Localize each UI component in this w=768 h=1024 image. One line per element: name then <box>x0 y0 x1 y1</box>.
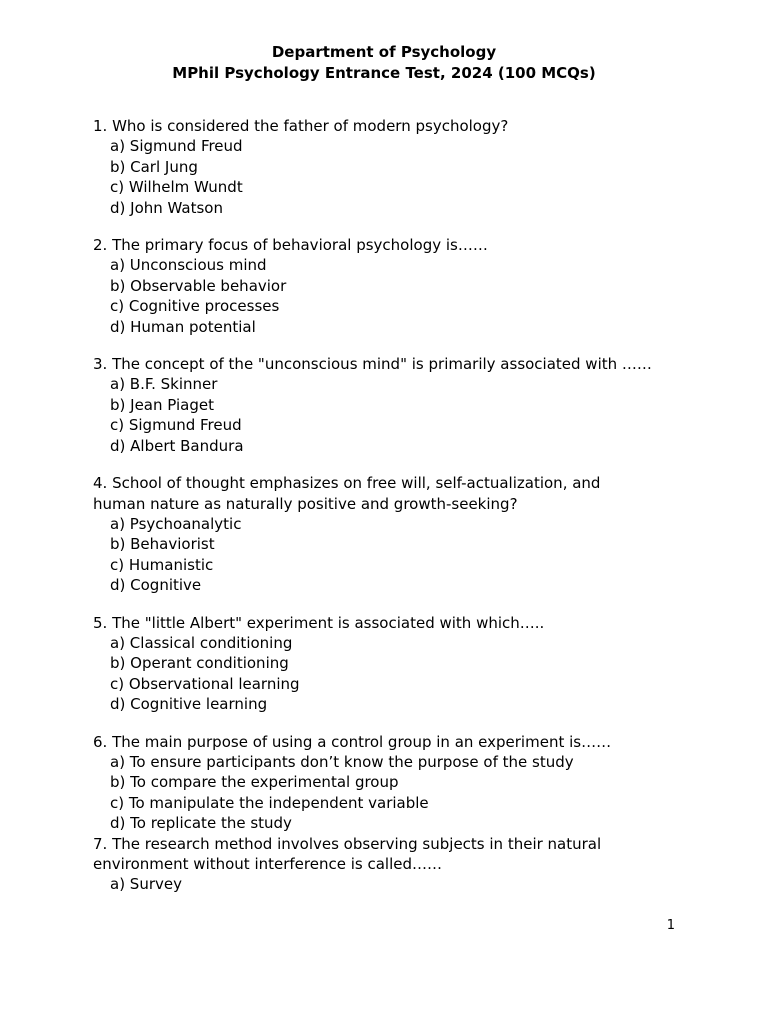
option-a: a) To ensure participants don’t know the purpose of the study <box>110 752 574 771</box>
question-text: 2. The primary focus of behavioral psychology is…… <box>93 236 488 255</box>
option-a: a) Survey <box>110 875 182 894</box>
question-7 <box>93 834 693 895</box>
option-a: a) Psychoanalytic <box>110 514 242 533</box>
option-a: a) Unconscious mind <box>110 256 267 275</box>
option-c: c) Humanistic <box>110 555 214 574</box>
option-b: b) To compare the experimental group <box>110 773 399 792</box>
option-d: d) Albert Bandura <box>110 436 244 455</box>
option-d: d) Cognitive learning <box>110 695 268 714</box>
option-d: d) Cognitive <box>110 576 202 595</box>
department-title: Department of Psychology <box>271 43 497 61</box>
question-text: 6. The main purpose of using a control group in an experiment is…… <box>93 732 612 751</box>
question-text: 3. The concept of the "unconscious mind" is primarily associated with …… <box>93 355 652 374</box>
option-c: c) Observational learning <box>110 674 300 693</box>
question-2 <box>93 235 693 337</box>
question-text: 7. The research method involves observing subjects in their natural environment without interference is called…… <box>93 834 602 873</box>
option-a: a) B.F. Skinner <box>110 375 218 394</box>
option-c: c) Wilhelm Wundt <box>110 178 243 197</box>
question-5 <box>93 613 693 715</box>
question-list <box>93 116 693 895</box>
option-c: c) To manipulate the independent variable <box>110 793 429 812</box>
question-6 <box>93 732 693 834</box>
question-text: 1. Who is considered the father of modern psychology? <box>93 117 509 135</box>
test-title: MPhil Psychology Entrance Test, 2024 (100 MCQs) <box>172 64 596 82</box>
question-3 <box>93 354 693 456</box>
option-c: c) Cognitive processes <box>110 297 280 316</box>
option-b: b) Jean Piaget <box>110 395 214 414</box>
option-d: d) Human potential <box>110 317 256 336</box>
option-a: a) Classical conditioning <box>110 633 293 652</box>
option-d: d) John Watson <box>110 198 223 217</box>
option-b: b) Observable behavior <box>110 276 287 295</box>
document-header <box>0 42 768 84</box>
question-text: 5. The "little Albert" experiment is associated with which….. <box>93 613 545 632</box>
option-c: c) Sigmund Freud <box>110 416 242 435</box>
question-text: 4. School of thought emphasizes on free will, self-actualization, and human nature as naturally positive and growth-seeking? <box>93 474 601 513</box>
question-4 <box>93 473 693 595</box>
page-number: 1 <box>666 918 675 933</box>
option-d: d) To replicate the study <box>110 814 292 833</box>
option-b: b) Operant conditioning <box>110 654 289 673</box>
option-a: a) Sigmund Freud <box>110 137 243 156</box>
option-b: b) Behaviorist <box>110 535 215 554</box>
question-1 <box>93 116 693 218</box>
option-b: b) Carl Jung <box>110 157 198 176</box>
